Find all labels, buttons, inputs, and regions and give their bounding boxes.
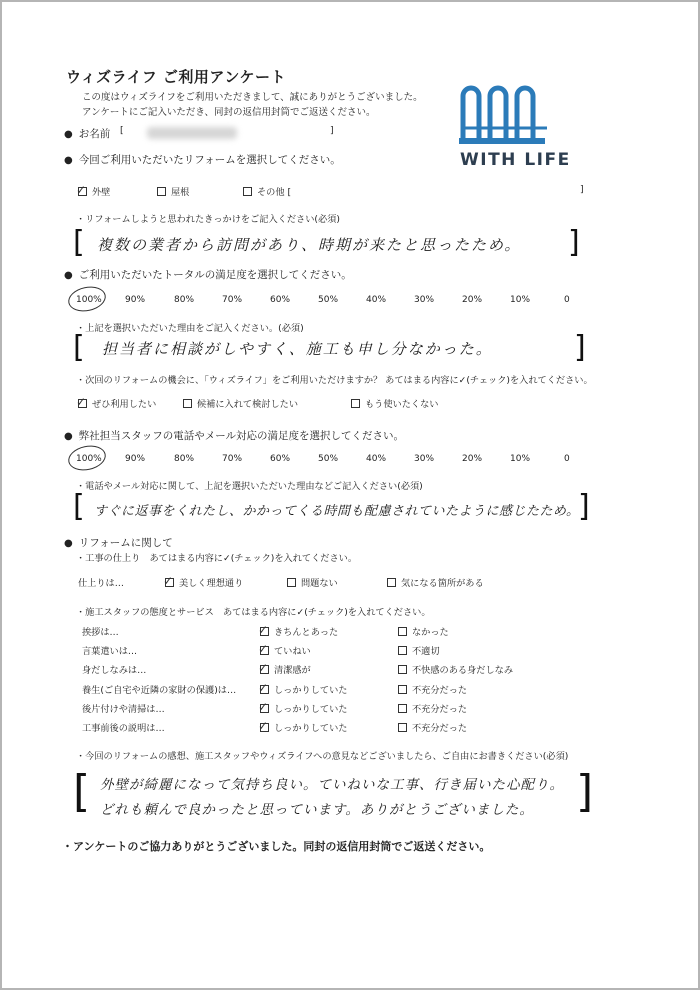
staff-row-label: 身だしなみは…	[82, 665, 147, 676]
q4-finish-prompt: ・工事の仕上り あてはまる内容に✓(チェック)を入れてください。	[76, 553, 358, 564]
q2-reason-answer: 担当者に相談がしやすく、施工も申し分なかった。	[102, 340, 493, 358]
q1-option-yane[interactable]: 屋根	[157, 184, 189, 198]
q1-reason-prompt: ・リフォームしようと思われたきっかけをご記入ください(必須)	[76, 214, 340, 225]
q1-reason-answer: 複数の業者から訪問があり、時期が来たと思ったため。	[97, 236, 522, 254]
q2-scale-item[interactable]: 20%	[462, 295, 483, 305]
q2-scale-item[interactable]: 0	[564, 295, 570, 305]
q4-finish-option-ideal[interactable]: ✓ 美しく理想通り	[163, 574, 244, 589]
survey-title: ウィズライフ ご利用アンケート	[66, 68, 287, 86]
staff-row-label: 言葉遣いは…	[82, 646, 138, 657]
name-label: ● お名前	[64, 126, 110, 141]
q3-scale-item[interactable]: 20%	[462, 454, 483, 464]
q1-answer-open-bracket: [	[73, 225, 85, 260]
q4-title: ● リフォームに関して	[64, 535, 173, 550]
q4-comment-line-2: どれも頼んで良かったと思っています。ありがとうございました。	[100, 802, 534, 818]
q3-scale-item[interactable]: 10%	[510, 454, 531, 464]
intro-line-1: この度はウィズライフをご利用いただきまして、誠にありがとうございました。	[82, 92, 423, 103]
staff-row-good-option[interactable]: ✓ ていねい	[258, 642, 311, 657]
q2-next-prompt: ・次回のリフォームの機会に、「ウィズライフ」をご利用いただけますか？ あてはまる内容に✓(チェック)を入れてください。	[76, 375, 593, 386]
staff-row-label: 工事前後の説明は…	[82, 723, 165, 734]
staff-row-bad-option[interactable]: 不充分だった	[398, 701, 467, 715]
staff-row-good-option[interactable]: ✓ きちんとあった	[258, 623, 339, 638]
q1-option-other[interactable]: その他 [	[243, 184, 291, 198]
closing-message: ・アンケートのご協力ありがとうございました。同封の返信用封筒でご返送ください。	[62, 840, 491, 853]
q3-reason-prompt: ・電話やメール対応に関して、上記を選択いただいた理由などご記入ください(必須)	[76, 481, 423, 492]
house-bars-logo-icon	[457, 80, 577, 148]
staff-row-good-option[interactable]: ✓ しっかりしていた	[258, 719, 348, 734]
q3-title: ● 弊社担当スタッフの電話やメール対応の満足度を選択してください。	[64, 428, 404, 443]
q2-scale-item[interactable]: 100%	[76, 295, 102, 305]
intro-line-2: アンケートにご記入いただき、同封の返信用封筒でご返送ください。	[82, 107, 376, 118]
staff-row-bad-option[interactable]: なかった	[398, 624, 449, 638]
q1-answer-close-bracket: ]	[568, 225, 580, 260]
q3-scale-item[interactable]: 50%	[318, 454, 339, 464]
q3-answer-close-bracket: ]	[578, 489, 590, 524]
q3-selected-circle	[66, 442, 108, 473]
q3-scale-item[interactable]: 40%	[366, 454, 387, 464]
q3-answer-open-bracket: [	[73, 489, 85, 524]
q4-finish-label: 仕上りは…	[78, 578, 124, 589]
q1-option-gaiheki[interactable]: ✓ 外壁	[76, 183, 111, 198]
q3-scale-item[interactable]: 100%	[76, 454, 102, 464]
staff-row-good-option[interactable]: ✓ しっかりしていた	[258, 681, 348, 696]
staff-row-bad-option[interactable]: 不快感のある身だしなみ	[398, 662, 513, 676]
q2-selected-circle	[66, 283, 108, 314]
q2-scale-item[interactable]: 80%	[174, 295, 195, 305]
q2-scale-item[interactable]: 40%	[366, 295, 387, 305]
q1-title: ● 今回ご利用いただいたリフォームを選択してください。	[64, 152, 341, 167]
q1-other-close: ]	[580, 184, 584, 195]
q2-scale-item[interactable]: 90%	[125, 295, 146, 305]
q4-finish-option-ok[interactable]: 問題ない	[287, 575, 338, 589]
name-redacted	[147, 127, 237, 139]
staff-row-bad-option[interactable]: 不適切	[398, 643, 440, 657]
q2-next-option-maybe[interactable]: 候補に入れて検討したい	[183, 396, 298, 410]
q4-comment-line-1: 外壁が綺麗になって気持ち良い。ていねいな工事、行き届いた心配り。	[100, 777, 564, 793]
q2-next-option-no[interactable]: もう使いたくない	[351, 396, 439, 410]
name-open-bracket: [	[120, 125, 124, 136]
q4-finish-option-issue[interactable]: 気になる箇所がある	[387, 575, 484, 589]
staff-row-label: 挨拶は…	[82, 627, 119, 638]
staff-row-label: 養生(ご自宅や近隣の家財の保護)は…	[82, 685, 237, 696]
q4-comment-open-bracket: [	[73, 766, 91, 817]
q2-answer-open-bracket: [	[73, 330, 85, 365]
staff-row-bad-option[interactable]: 不充分だった	[398, 682, 467, 696]
q2-scale-item[interactable]: 50%	[318, 295, 339, 305]
q4-comment-close-bracket: ]	[576, 766, 594, 817]
name-close-bracket: ]	[330, 125, 334, 136]
q3-scale-item[interactable]: 70%	[222, 454, 243, 464]
q3-reason-answer: すぐに返事をくれたし、かかってくる時間も配慮されていたように感じたため。	[94, 504, 580, 519]
q2-title: ● ご利用いただいたトータルの満足度を選択してください。	[64, 267, 352, 282]
logo-text: WITH LIFE	[460, 150, 571, 170]
q3-scale-item[interactable]: 80%	[174, 454, 195, 464]
q2-answer-close-bracket: ]	[574, 330, 586, 365]
q2-scale-item[interactable]: 70%	[222, 295, 243, 305]
q3-scale-item[interactable]: 60%	[270, 454, 291, 464]
staff-row-good-option[interactable]: ✓ 清潔感が	[258, 661, 311, 676]
staff-row-label: 後片付けや清掃は…	[82, 704, 165, 715]
q4-comment-prompt: ・今回のリフォームの感想、施工スタッフやウィズライフへの意見などございましたら、ご自由にお書きください(必須)	[76, 751, 569, 762]
q2-reason-prompt: ・上記を選択いただいた理由をご記入ください。(必須)	[76, 323, 304, 334]
staff-row-bad-option[interactable]: 不充分だった	[398, 720, 467, 734]
q2-scale-item[interactable]: 60%	[270, 295, 291, 305]
q3-scale-item[interactable]: 0	[564, 454, 570, 464]
staff-row-good-option[interactable]: ✓ しっかりしていた	[258, 700, 348, 715]
q2-scale-item[interactable]: 30%	[414, 295, 435, 305]
q3-scale-item[interactable]: 30%	[414, 454, 435, 464]
q2-next-option-yes[interactable]: ✓ ぜひ利用したい	[76, 395, 157, 410]
q4-staff-prompt: ・施工スタッフの態度とサービス あてはまる内容に✓(チェック)を入れてください。	[76, 607, 431, 618]
q3-scale-item[interactable]: 90%	[125, 454, 146, 464]
q2-scale-item[interactable]: 10%	[510, 295, 531, 305]
